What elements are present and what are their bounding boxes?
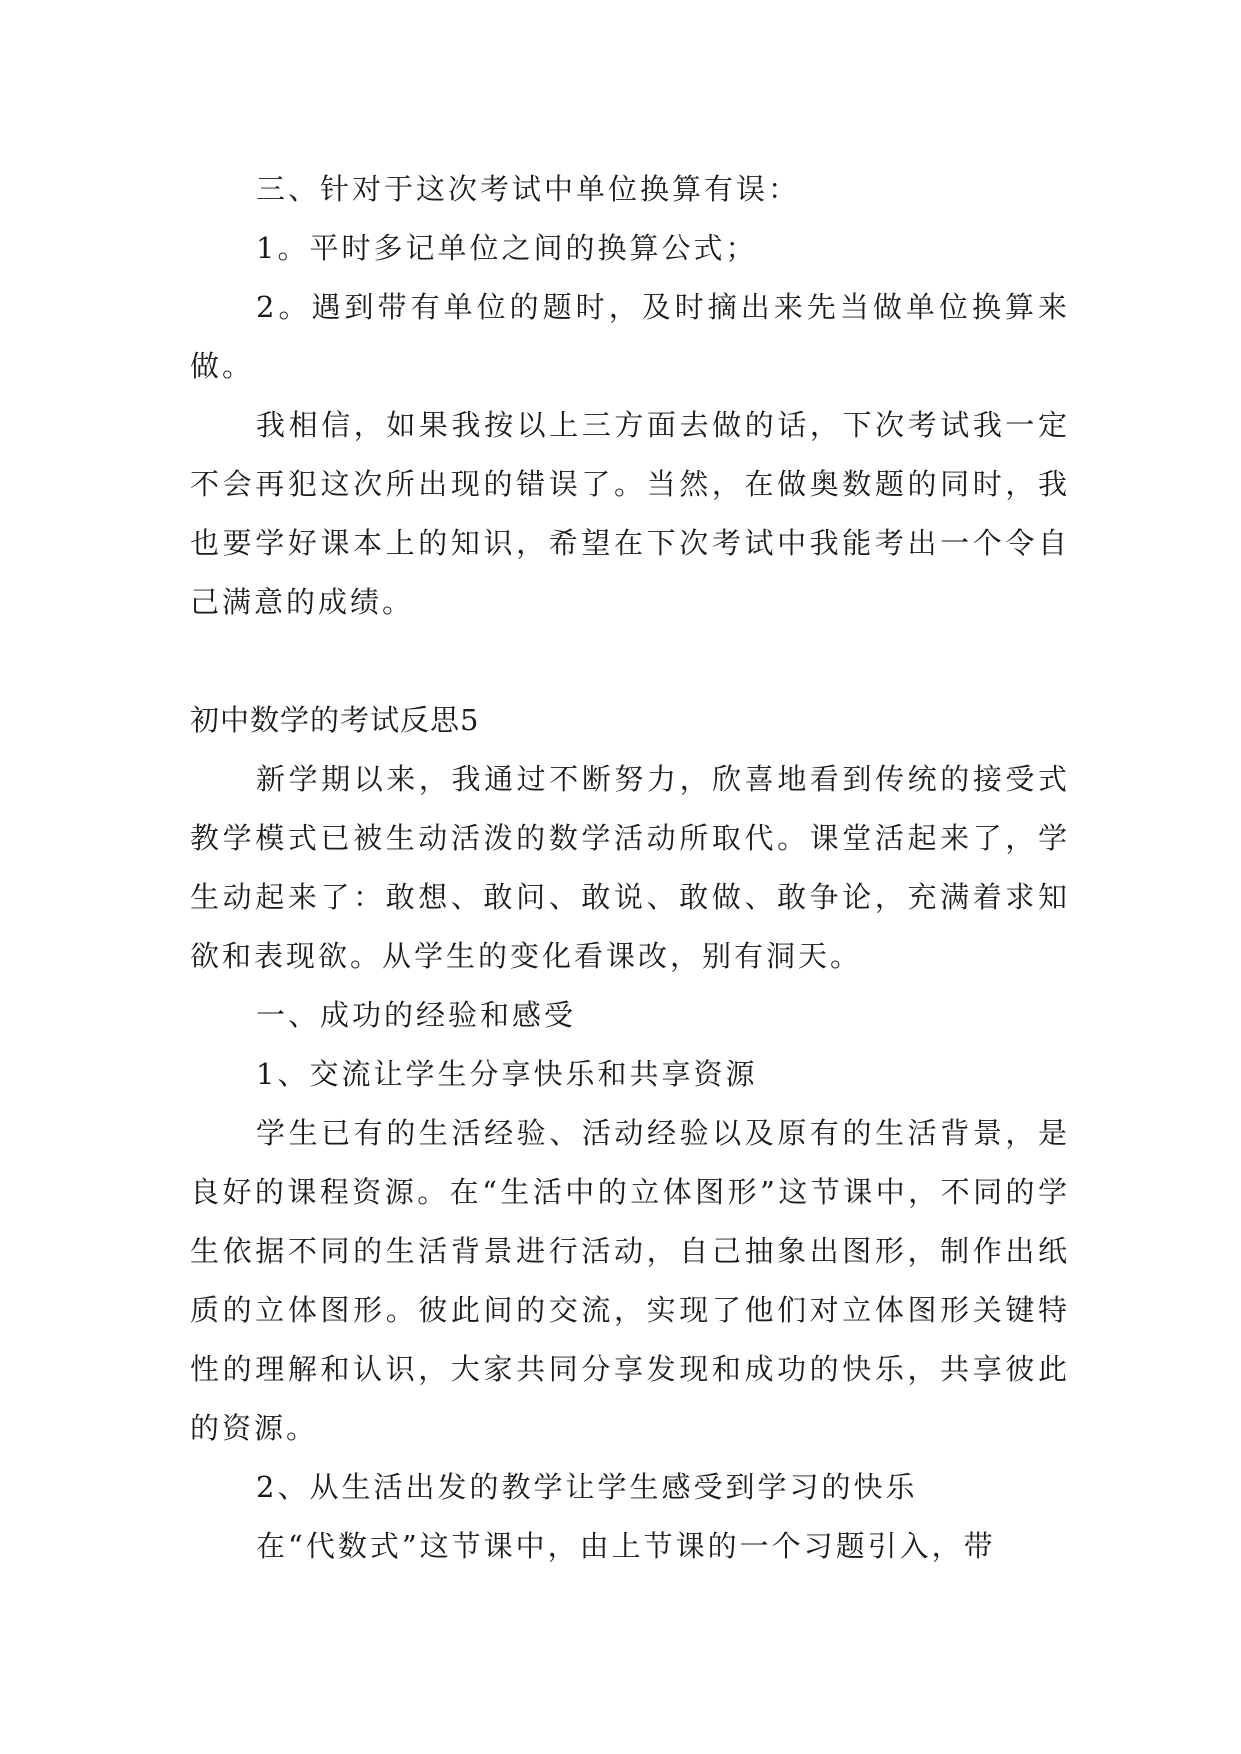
- paragraph-unit-conversion-heading: 三、针对于这次考试中单位换算有误：: [256, 172, 801, 206]
- paragraph-intro: 新学期以来，我通过不断努力，欣喜地看到传统的接受式教学模式已被生动活泼的数学活动所取代。课堂活起来了，学生动起来了：敢想、敢问、敢说、敢做、敢争论，充满着求知欲和表现欲。从学生的变化看课改，别有洞天。: [190, 762, 1070, 973]
- paragraph-item-2: 2。遇到带有单位的题时，及时摘出来先当做单位换算来做。: [190, 290, 1070, 383]
- section-heading: 初中数学的考试反思5: [190, 703, 480, 737]
- paragraph-conclusion: 我相信，如果我按以上三方面去做的话，下次考试我一定不会再犯这次所出现的错误了。当然，在做奥数题的同时，我也要学好课本上的知识，希望在下次考试中我能考出一个令自己满意的成绩。: [190, 408, 1070, 619]
- paragraph-subheading-1: 一、成功的经验和感受: [256, 998, 577, 1032]
- paragraph-subheading-1-1: 1、交流让学生分享快乐和共享资源: [256, 1057, 758, 1091]
- paragraph-body-resources: 学生已有的生活经验、活动经验以及原有的生活背景，是良好的课程资源。在“生活中的立体图形”这节课中，不同的学生依据不同的生活背景进行活动，自己抽象出图形，制作出纸质的立体图形。彼此间的交流，实现了他们对立体图形关键特性的理解和认识，大家共同分享发现和成功的快乐，共享彼此的资源。: [190, 1116, 1070, 1445]
- section-spacer: [190, 632, 1070, 691]
- paragraph-subheading-1-2: 2、从生活出发的教学让学生感受到学习的快乐: [256, 1470, 918, 1504]
- paragraph-body-algebra: 在“代数式”这节课中，由上节课的一个习题引入，带: [256, 1529, 996, 1563]
- paragraph-item-1: 1。平时多记单位之间的换算公式；: [256, 231, 758, 265]
- document-body: [190, 160, 1070, 1576]
